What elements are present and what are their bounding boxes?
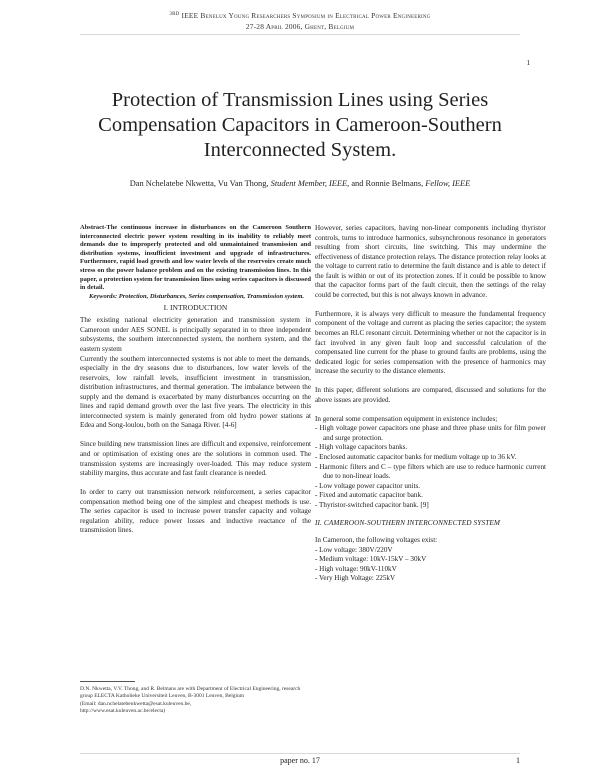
conference-date-location: 27-28 April 2006, Ghent, Belgium xyxy=(245,22,355,31)
list-item: - Medium voltage: 10kV-15kV – 30kV xyxy=(315,555,427,564)
list-item: - High voltage: 90kV-110kV xyxy=(315,564,397,573)
section-heading-introduction: I. INTRODUCTION xyxy=(163,303,228,313)
right-column xyxy=(315,224,546,584)
header-divider xyxy=(80,34,520,35)
abstract: Abstract-The continuous increase in disturbances on the Cameroon Southern interconnected electric power system resulting in its inability to reliably meet demands due to improperly protected and old unmaintained transmission and distribution systems, insufficient investment and upgrade of infrastructures. Furthermore, rapid load growth and low water levels of the reservoirs create much stress on the power balance problem and on the existing transmission lines. In this paper, a protection system for transmission lines using series capacitors is discussed in detail. xyxy=(80,224,311,292)
list-item: - Enclosed automatic capacitor banks for medium voltage up to 36 kV. xyxy=(315,452,517,461)
left-column xyxy=(80,224,311,536)
footnote xyxy=(80,686,311,715)
section-heading-cameroon-system: II. CAMEROON-SOUTHERN INTERCONNECTED SYSTEM xyxy=(315,518,501,528)
body-paragraph-4: In general some compensation equipment in existence includes; xyxy=(315,414,498,423)
voltage-levels-list xyxy=(315,546,546,584)
list-item: - High voltage capacitors banks. xyxy=(315,443,408,452)
list-item: - Low voltage: 380V/220V xyxy=(315,545,393,554)
footnote-affiliation: D.N. Nkwetta, V.V. Thong, and R. Belmans are with Department of Electrical Engineering, research group ELECTA Katholieke Universiteit Leuven, B-3001 Leuven, Belgium xyxy=(80,686,301,700)
paper-title: Protection of Transmission Lines using Series Compensation Capacitors in Cameroon-Southern Interconnected System. xyxy=(98,89,502,161)
page-number-bottom: 1 xyxy=(516,756,520,765)
author-names-a: Dan Nchelatebe Nkwetta, Vu Van Thong, xyxy=(129,179,271,188)
keywords: Keywords: Protection, Disturbances, Series compensation, Transmission system. xyxy=(89,292,304,300)
author-names-b: , and Ronnie Belmans, xyxy=(347,179,426,188)
list-item: - Harmonic filters and C – type filters which are use to reduce harmonic current due to non-linear loads. xyxy=(315,462,546,481)
author-role-b: Fellow, IEEE xyxy=(425,179,471,188)
list-item: - High voltage power capacitors one phase and three phase units for film power and surge protection. xyxy=(315,424,546,442)
list-item: - Very High Voltage: 225kV xyxy=(315,574,396,583)
conference-edition: 3RD xyxy=(169,12,180,17)
author-line xyxy=(100,178,500,189)
footnote-url: http://www.esat.kuleuven.ac.be/electa) xyxy=(80,707,166,714)
body-paragraph-3: In this paper, different solutions are compared, discussed and solutions for the above issues are provided. xyxy=(315,386,546,404)
body-paragraph-2: Furthermore, it is always very difficult to measure the fundamental frequency component of the voltage and current as placing the series capacitor; the system becomes an RLC resonant circuit. Determining whether or not the capacitor is in fact involved in any given fault loop and successful calculation of the compensated line current for the phase to ground faults are problems, using the dedicated logic for series compensation with the presence of harmonics may increase the security to the distance elements. xyxy=(315,309,546,376)
conference-header xyxy=(0,9,600,32)
footer-divider xyxy=(80,753,520,754)
footnote-divider xyxy=(80,681,135,682)
body-paragraph-1: However, series capacitors, having non-linear components including thyristor controls, turns to introduce harmonics, subsynchronous resonance in generators resulting from short circuits, line switching. This may undermine the effectiveness of distance protection relays. The distance protection relay looks at the voltage to current ratio to determine the fault distance and is able to detect if the fault is within or out of its protection zones. If it could be possible to know that the capacitor forms part of the fault circuit, then the settings of the relay could be corrected, but this is not always known in advance. xyxy=(315,224,546,299)
list-item: - Thyristor-switched capacitor bank. [9] xyxy=(315,500,429,509)
paper-number: paper no. 17 xyxy=(280,756,320,765)
intro-paragraph-2: Currently the southern interconnected systems is not able to meet the demands, especially in the dry seasons due to disturbances, low water levels of the reservoirs, low rainfall levels, insufficient investment in transmission, distribution infrastructures, and thermal generation. The imbalance between the supply and the demand is exacerbated by many disturbances occurring on the lines and rapid demand growth over the last five years. The electricity in this interconnected system is mainly generated from old hydro power stations at Edea and Song-loulou, both on the Sanaga River. [4-6] xyxy=(80,354,311,430)
conference-name xyxy=(0,9,600,21)
intro-paragraph-3: Since building new transmission lines are difficult and expensive, reinforcement and or optimisation of existing ones are the solutions in common used. The transmission systems are increasingly over-loaded. This may reduce system stability margins, thus accurate and fast fault clearance is needed. xyxy=(80,440,311,478)
list-item: - Fixed and automatic capacitor bank. xyxy=(315,491,423,500)
author-role-a: Student Member, IEEE xyxy=(270,179,348,188)
footnote-email: (Email: dan.nchelatebenkwetta@esat.kuleuven.be, xyxy=(80,700,192,707)
list-item: - Low voltage power capacitor units. xyxy=(315,481,421,490)
conference-title: IEEE Benelux Young Researchers Symposium in Electrical Power Engineering xyxy=(181,11,431,20)
page-number-top: 1 xyxy=(526,59,530,67)
body-paragraph-5: In Cameroon, the following voltages exist: xyxy=(315,536,438,545)
intro-paragraph-4: In order to carry out transmission network reinforcement, a series capacitor compensation method being one of the simplest and cheapest methods is use. The series capacitor is used to increase power transfer capacity and voltage regulation ability, reduce power losses and inductive reactance of the transmission lines. xyxy=(80,488,311,535)
intro-paragraph-1: The existing national electricity generation and transmission system in Cameroon under AES SONEL is principally separated in to three independent subsystems, the southern interconnected system, the northern system, and the eastern system xyxy=(80,316,311,353)
compensation-equipment-list xyxy=(315,424,546,510)
